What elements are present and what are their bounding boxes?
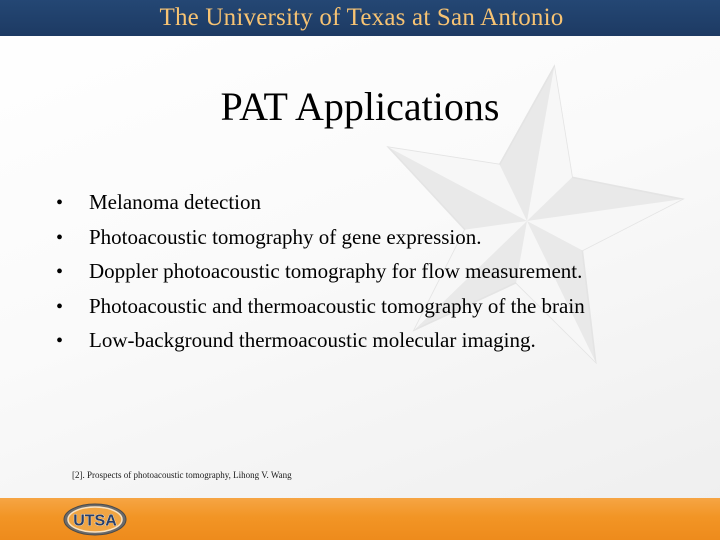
bullet-text: Low-background thermoacoustic molecular imaging. — [89, 328, 536, 352]
list-item — [56, 259, 585, 294]
bullet-text: Photoacoustic tomography of gene expression. — [89, 224, 482, 249]
slide-title: PAT Applications — [220, 84, 500, 129]
utsa-logo — [63, 503, 127, 536]
bullet-icon: • — [56, 261, 64, 283]
reference-citation: [2]. Prospects of photoacoustic tomography, Lihong V. Wang — [72, 470, 292, 480]
bullet-text: Melanoma detection — [89, 190, 262, 214]
university-name: The University of Texas at San Antonio — [159, 4, 564, 31]
bullet-text: Photoacoustic and thermoacoustic tomography of the brain — [89, 293, 585, 318]
list-item — [56, 225, 585, 260]
bullet-text: Doppler photoacoustic tomography for flow measurement. — [89, 259, 583, 283]
header-banner — [0, 0, 720, 36]
list-item — [56, 294, 585, 329]
bullet-icon: • — [56, 226, 64, 249]
bullet-icon: • — [56, 295, 64, 318]
bullet-list — [56, 190, 585, 363]
logo-text: UTSA — [73, 512, 117, 530]
list-item — [56, 190, 585, 225]
list-item — [56, 328, 585, 363]
bullet-icon: • — [56, 330, 64, 352]
bullet-icon: • — [56, 192, 64, 214]
